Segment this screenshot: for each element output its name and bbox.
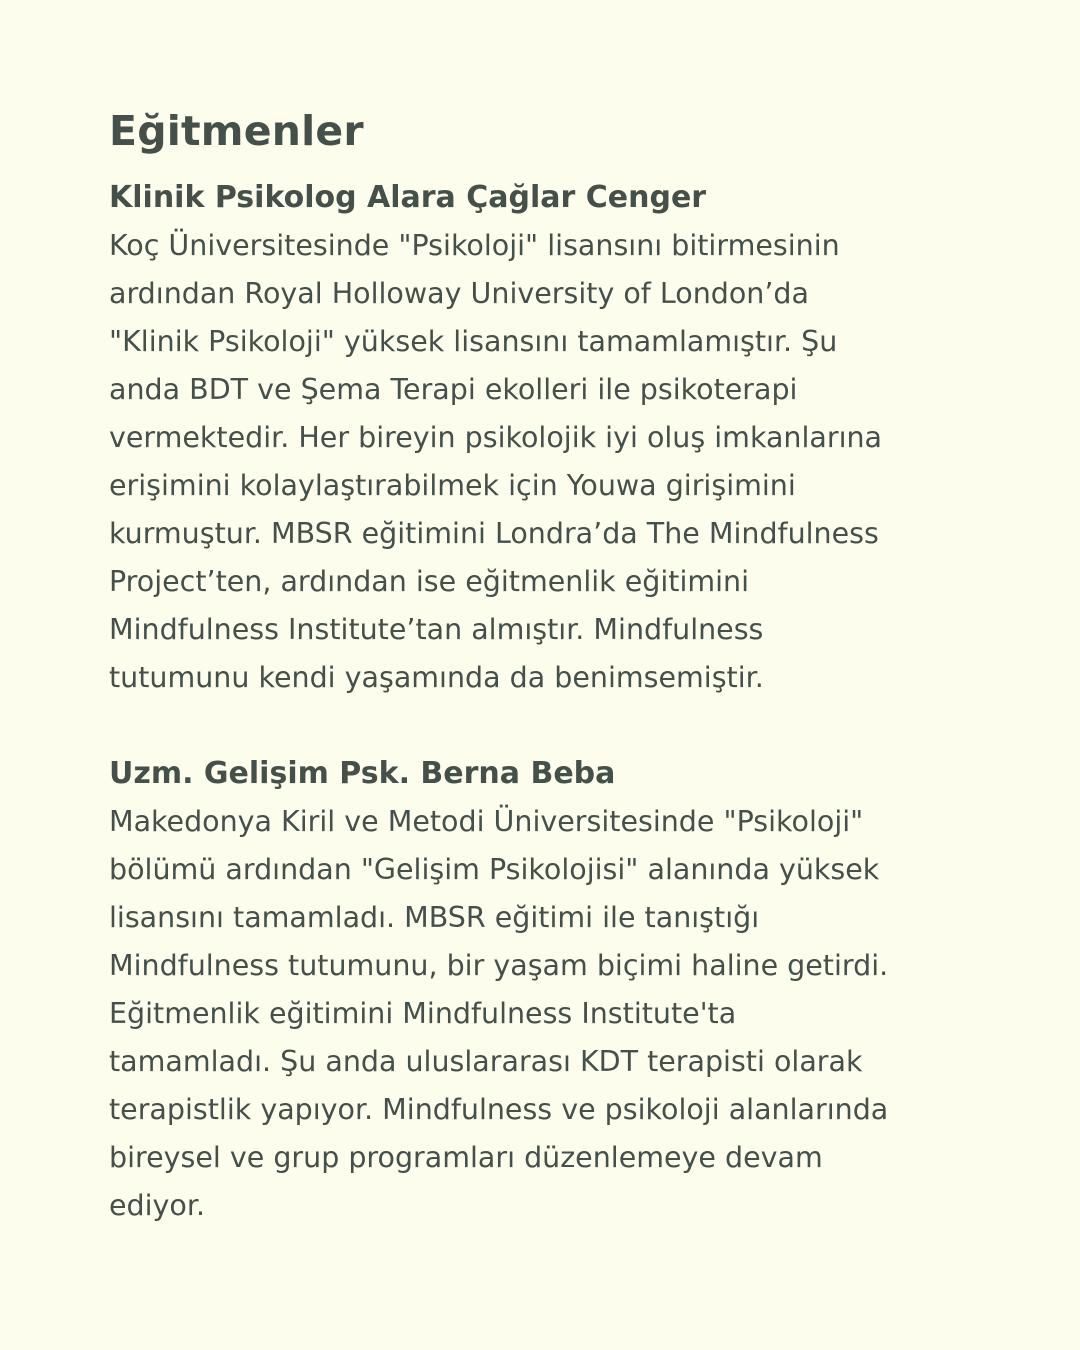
- bio-line: ediyor.: [109, 1189, 206, 1222]
- instructor-name: Klinik Psikolog Alara Çağlar Cenger: [109, 180, 707, 215]
- instructor-section-2: [109, 750, 989, 1230]
- bio-line: kurmuştur. MBSR eğitimini Londra’da The Mindfulness: [109, 517, 879, 550]
- bio-line: bireysel ve grup programları düzenlemeye devam: [109, 1141, 823, 1174]
- bio-line: Mindfulness Institute’tan almıştır. Mindfulness: [109, 613, 764, 646]
- bio-line: tutumunu kendi yaşamında da benimsemiştir.: [109, 661, 764, 694]
- bio-line: Mindfulness tutumunu, bir yaşam biçimi haline getirdi.: [109, 949, 889, 982]
- bio-line: Koç Üniversitesinde "Psikoloji" lisansını bitirmesinin: [109, 229, 840, 262]
- bio-line: bölümü ardından "Gelişim Psikolojisi" alanında yüksek: [109, 853, 880, 886]
- bio-line: ardından Royal Holloway University of London’da: [109, 277, 809, 310]
- instructor-bio: [109, 798, 989, 1230]
- bio-line: terapistlik yapıyor. Mindfulness ve psikoloji alanlarında: [109, 1093, 889, 1126]
- bio-line: "Klinik Psikoloji" yüksek lisansını tamamlamıştır. Şu: [109, 325, 838, 358]
- instructors-page: [109, 96, 989, 1230]
- bio-line: tamamladı. Şu anda uluslararası KDT terapisti olarak: [109, 1045, 863, 1078]
- bio-line: erişimini kolaylaştırabilmek için Youwa girişimini: [109, 469, 796, 502]
- bio-line: vermektedir. Her bireyin psikolojik iyi oluş imkanlarına: [109, 421, 883, 454]
- bio-line: anda BDT ve Şema Terapi ekolleri ile psikoterapi: [109, 373, 798, 406]
- instructor-bio: [109, 222, 989, 702]
- bio-line: lisansını tamamladı. MBSR eğitimi ile tanıştığı: [109, 901, 760, 934]
- bio-line: Makedonya Kiril ve Metodi Üniversitesinde "Psikoloji": [109, 805, 864, 838]
- instructor-name: Uzm. Gelişim Psk. Berna Beba: [109, 756, 616, 791]
- page-title: Eğitmenler: [109, 107, 364, 155]
- bio-line: Eğitmenlik eğitimini Mindfulness Institute'ta: [109, 997, 737, 1030]
- instructor-section-1: [109, 174, 989, 702]
- bio-line: Project’ten, ardından ise eğitmenlik eğitimini: [109, 565, 750, 598]
